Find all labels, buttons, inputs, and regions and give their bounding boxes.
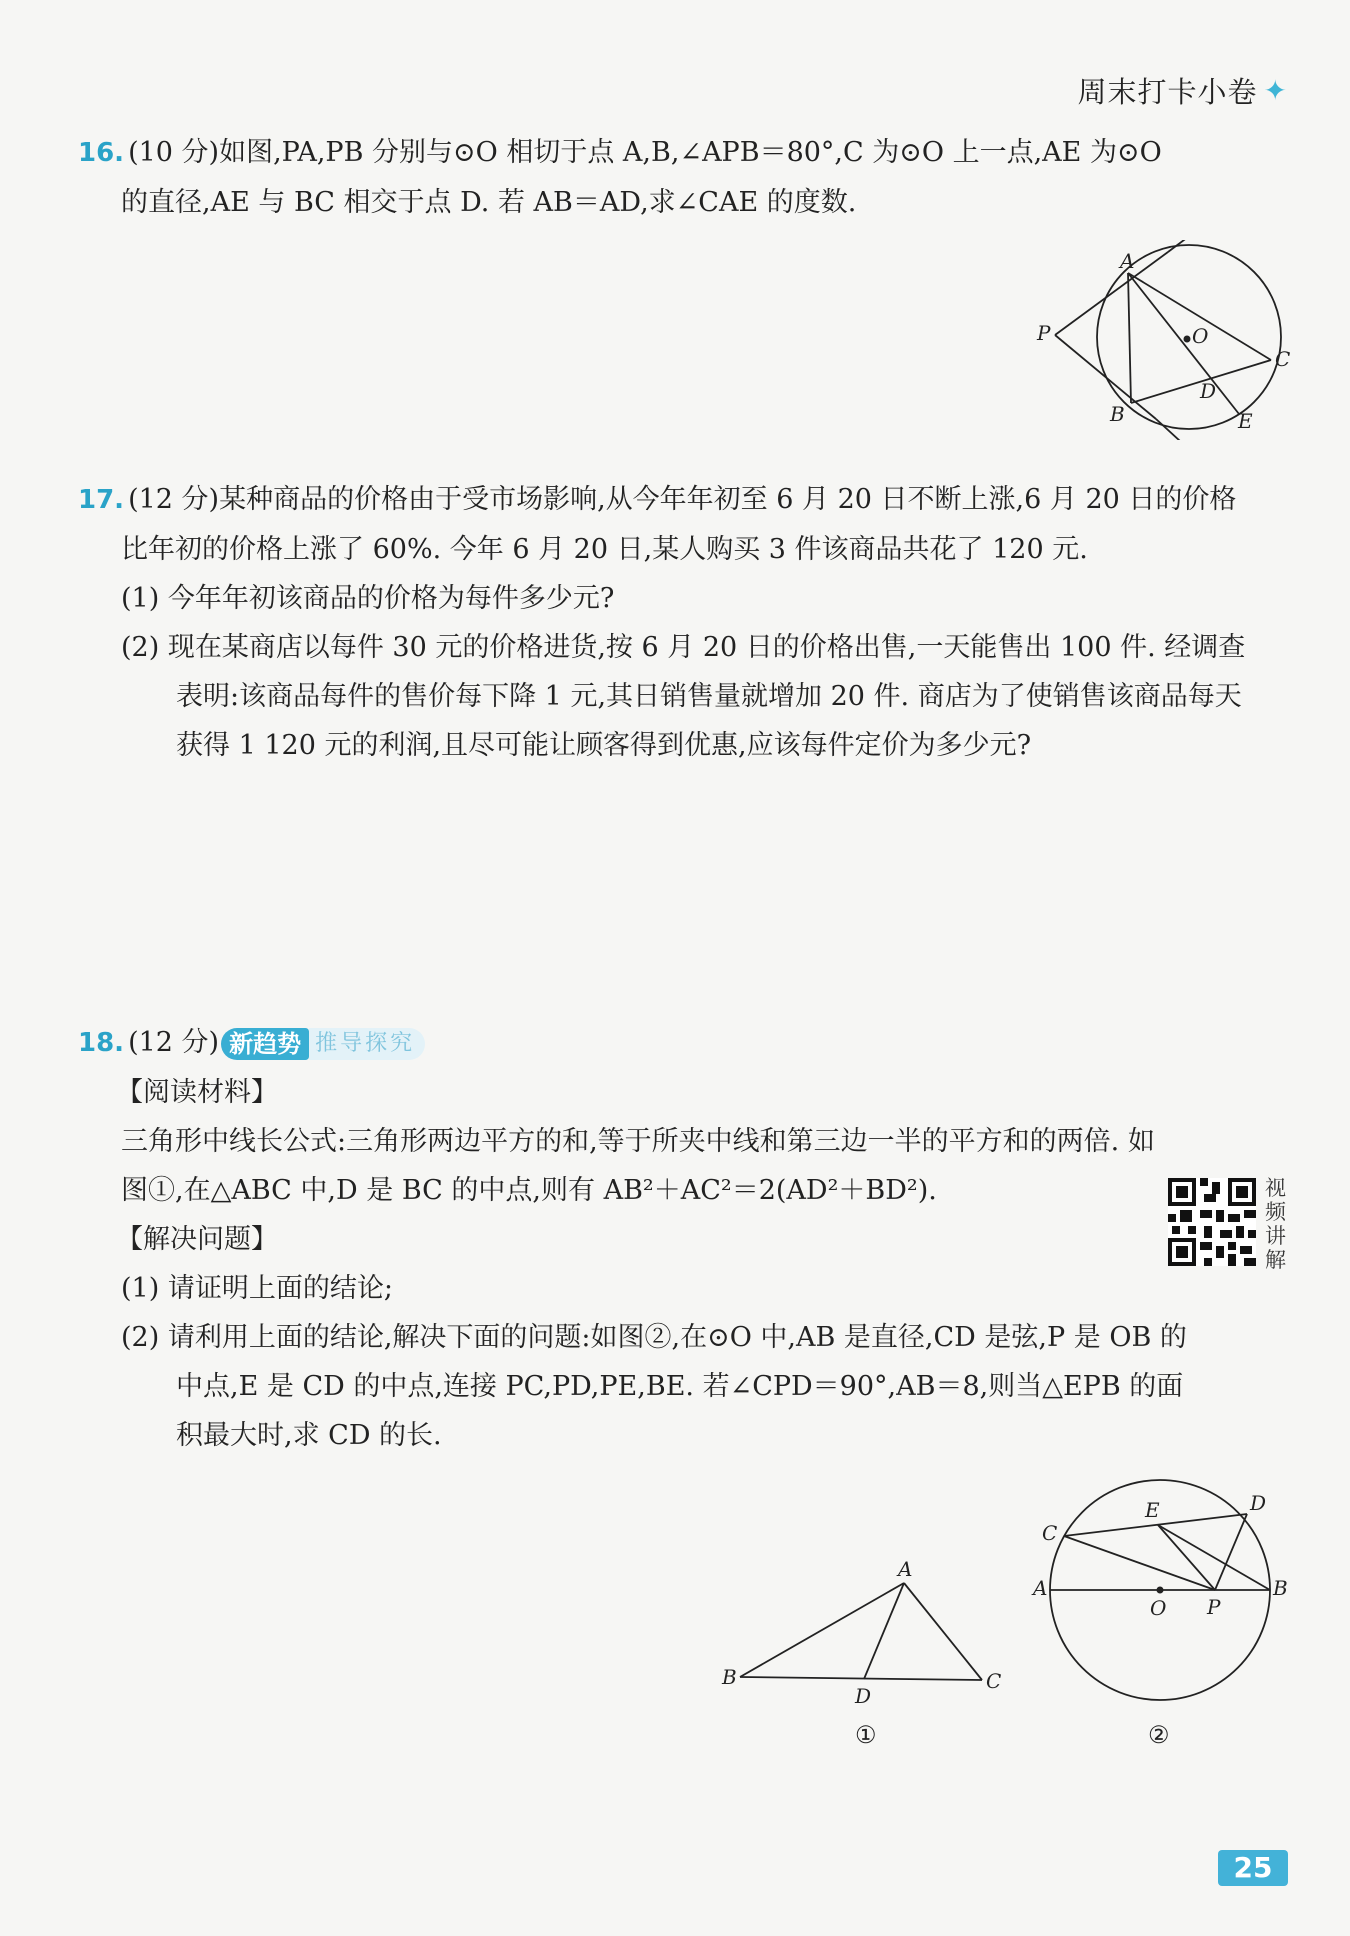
question-2-text: 获得 1 120 元的利润,且尽可能让顾客得到优惠,应该每件定价为多少元? [176,730,1032,761]
label-b: B [722,1665,737,1689]
header-title: 周末打卡小卷 [1077,75,1258,109]
problem-text: (12 分)某种商品的价格由于受市场影响,从今年年初至 6 月 20 日不断上涨,6 月 20 日的价格 [128,484,1237,515]
video-explanation-label: 视频讲解 [1265,1176,1286,1272]
reading-text: 图①,在△ABC 中,D 是 BC 的中点,则有 AB²＋AC²＝2(AD²＋BD²). [121,1175,937,1206]
question-2-text: 中点,E 是 CD 的中点,连接 PC,PD,PE,BE. 若∠CPD＝90°,AB＝8,则当△EPB 的面 [176,1371,1184,1402]
label-b: B [1110,402,1125,426]
label-d: D [855,1684,872,1708]
label-a: A [898,1557,913,1581]
figure-caption: ① [855,1721,877,1749]
segment-ab [1128,273,1131,403]
question-1: (1) 请证明上面的结论; [121,1273,393,1304]
label-b: B [1273,1576,1288,1600]
problem-text: 比年初的价格上涨了 60%. 今年 6 月 20 日,某人购买 3 件该商品共花了 120 元. [121,534,1088,565]
problem-score: (12 分) [128,1027,220,1058]
tangent-pb-ext [1156,419,1180,440]
reading-title: 【阅读材料】 [116,1077,278,1108]
question-2: (2) 现在某商店以每件 30 元的价格进货,按 6 月 20 日的价格出售,一天能售出 100 件. 经调查 [121,632,1246,663]
label-d: D [1250,1491,1267,1515]
segment-ae [1128,273,1239,414]
label-a: A [1033,1576,1048,1600]
question-2: (2) 请利用上面的结论,解决下面的问题:如图②,在⊙O 中,AB 是直径,CD 是弦,P 是 OB 的 [121,1322,1187,1353]
problem-number: 18. [78,1028,125,1058]
problem-17 [78,475,1288,770]
question-2-text: 表明:该商品每件的售价每下降 1 元,其日销售量就增加 20 件. 商店为了使销售该商品每天 [176,681,1242,712]
sparkle-icon: ✦ [1263,74,1288,107]
tangent-pb [1055,335,1156,419]
page-number-badge: 25 [1218,1850,1288,1886]
figure-2-circle [1030,1475,1310,1765]
reading-text: 三角形中线长公式:三角形两边平方的和,等于所夹中线和第三边一半的平方和的两倍. 如 [121,1126,1155,1157]
tag-main: 新趋势 [221,1028,309,1060]
problem-text: 的直径,AE 与 BC 相交于点 D. 若 AB＝AD,求∠CAE 的度数. [121,187,857,218]
figure-1-triangle [700,1550,1020,1750]
question-2-text: 积最大时,求 CD 的长. [176,1420,442,1451]
problem-18 [78,1018,1288,1460]
trend-tag [221,1028,425,1060]
label-d: D [1200,379,1217,403]
median-ad [864,1583,904,1679]
solve-title: 【解决问题】 [116,1224,278,1255]
problem-number: 16. [78,138,125,168]
label-a: A [1120,249,1135,273]
side-bc [740,1677,982,1680]
page-header [1078,70,1288,111]
problem-16 [78,128,1288,227]
segment-dp [1215,1514,1247,1590]
qr-code-icon[interactable] [1168,1178,1256,1266]
tag-sub: 推导探究 [309,1028,425,1060]
label-c: C [1042,1521,1058,1545]
label-c: C [986,1669,1002,1693]
side-ba [740,1583,904,1677]
label-p: P [1037,321,1051,345]
tangent-pa [1055,252,1168,335]
figure-caption: ② [1148,1721,1170,1749]
side-ac [904,1583,982,1680]
center-o-dot [1184,336,1191,343]
problem-number: 17. [78,485,125,515]
figure-tangent-circle [1020,240,1300,440]
center-o-dot [1157,1587,1164,1594]
problem-text: (10 分)如图,PA,PB 分别与⊙O 相切于点 A,B,∠APB＝80°,C 为⊙O 上一点,AE 为⊙O [128,137,1162,168]
label-e: E [1238,409,1253,433]
label-c: C [1275,347,1291,371]
label-o: O [1192,324,1209,348]
question-1: (1) 今年年初该商品的价格为每件多少元? [121,583,615,614]
label-p: P [1207,1595,1221,1619]
segment-eb [1158,1525,1270,1590]
label-e: E [1145,1498,1160,1522]
label-o: O [1150,1596,1167,1620]
